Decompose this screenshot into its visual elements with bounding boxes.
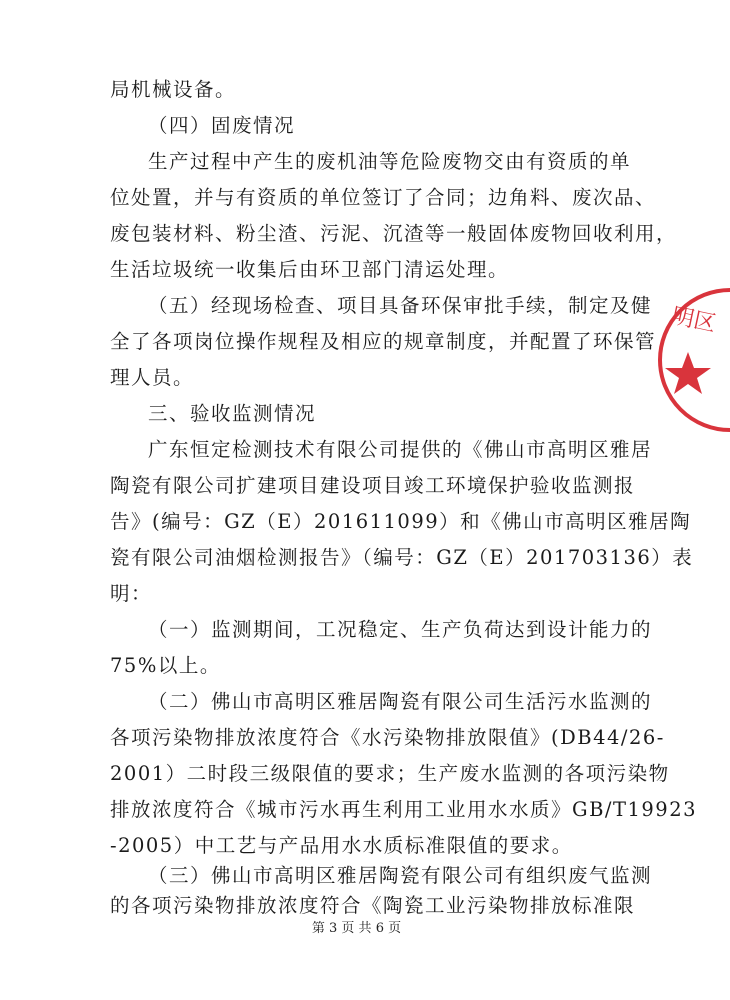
text-line: 理人员。 — [110, 366, 195, 389]
seal-stamp-icon — [650, 282, 730, 442]
text-line: 告》(编号：GZ（E）201611099）和《佛山市高明区雅居陶 — [110, 510, 692, 533]
text-line: 排放浓度符合《城市污水再生利用工业用水水质》GB/T19923 — [110, 798, 698, 821]
svg-text:明区: 明区 — [669, 303, 718, 338]
text-line: 广东恒定检测技术有限公司提供的《佛山市高明区雅居 — [148, 438, 653, 461]
text-line: -2005）中工艺与产品用水水质标准限值的要求。 — [110, 834, 573, 857]
text-line: 瓷有限公司油烟检测报告》（编号：GZ（E）201703136）表 — [110, 546, 694, 569]
text-line: （五）经现场检查、项目具备环保审批手续，制定及健 — [148, 294, 653, 317]
text-line: （三）佛山市高明区雅居陶瓷有限公司有组织废气监测 — [148, 864, 653, 887]
text-line: 陶瓷有限公司扩建项目建设项目竣工环境保护验收监测报 — [110, 474, 636, 497]
text-line: 生活垃圾统一收集后由环卫部门清运处理。 — [110, 258, 510, 281]
section-heading: （四）固废情况 — [148, 114, 296, 137]
text-line: （一）监测期间，工况稳定、生产负荷达到设计能力的 — [148, 618, 653, 641]
text-line: 位处置，并与有资质的单位签订了合同；边角料、废次品、 — [110, 186, 657, 209]
text-line: 各项污染物排放浓度符合《水污染物排放限值》(DB44/26- — [110, 726, 665, 749]
official-seal — [650, 282, 730, 442]
text-line: 废包装材料、粉尘渣、污泥、沉渣等一般固体废物回收利用， — [110, 222, 678, 245]
text-line: 局机械设备。 — [110, 78, 237, 101]
text-line: 全了各项岗位操作规程及相应的规章制度，并配置了环保管 — [110, 330, 657, 353]
page-footer: 第 3 页 共 6 页 — [311, 921, 402, 936]
text-line: 2001）二时段三级限值的要求；生产废水监测的各项污染物 — [110, 762, 670, 785]
text-line: 明： — [110, 582, 153, 605]
text-line: 的各项污染物排放浓度符合《陶瓷工业污染物排放标准限 — [110, 894, 636, 917]
text-line: 75%以上。 — [110, 654, 221, 677]
text-line: 生产过程中产生的废机油等危险废物交由有资质的单 — [148, 150, 632, 173]
section-heading: 三、验收监测情况 — [148, 402, 317, 425]
text-line: （二）佛山市高明区雅居陶瓷有限公司生活污水监测的 — [148, 690, 653, 713]
